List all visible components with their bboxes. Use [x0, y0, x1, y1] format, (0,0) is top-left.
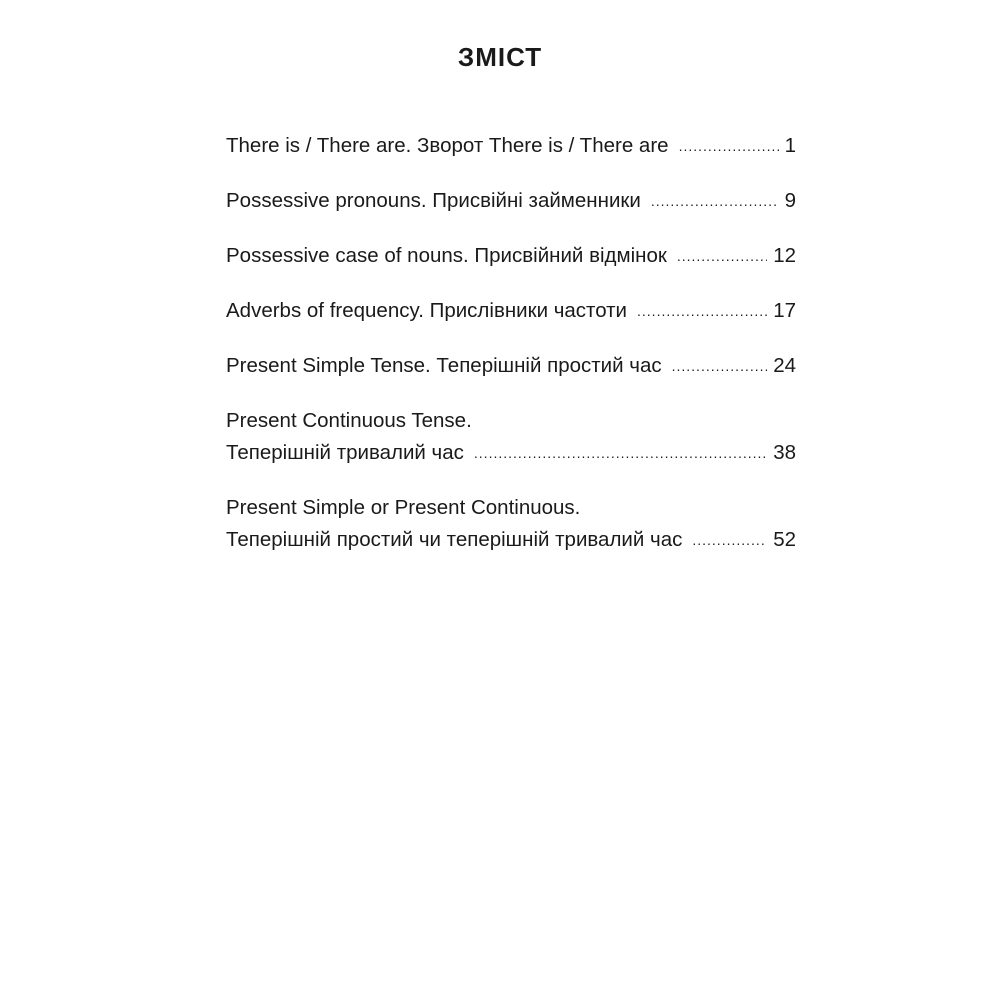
toc-entry-title: Present Continuous Tense.	[226, 409, 472, 432]
toc-entry-possessive-pronouns[interactable]	[226, 185, 796, 218]
toc-page-number: 24	[773, 354, 796, 377]
toc-entry-present-continuous[interactable]	[226, 405, 796, 470]
toc-page-number: 1	[784, 134, 796, 157]
dot-leader	[677, 240, 767, 272]
dot-leader	[692, 524, 767, 556]
toc-entry-title: There is / There are. Зворот There is / There are	[226, 134, 669, 157]
toc-entry-subtitle: Теперішній простий чи теперішній тривалий час	[226, 528, 683, 551]
toc-page-number: 17	[773, 299, 796, 322]
toc-page-number: 12	[773, 244, 796, 267]
toc-entry-subtitle: Теперішній тривалий час	[226, 441, 464, 464]
toc-page-number: 38	[773, 441, 796, 464]
dot-leader	[637, 295, 767, 327]
toc-entry-adverbs-of-frequency[interactable]	[226, 295, 796, 328]
toc-entry-title: Present Simple or Present Continuous.	[226, 496, 581, 519]
toc-page-number: 9	[784, 189, 796, 212]
toc-entry-simple-or-continuous[interactable]	[226, 492, 796, 557]
dot-leader	[679, 130, 779, 162]
toc-entry-present-simple[interactable]	[226, 350, 796, 383]
toc-entry-title: Possessive case of nouns. Присвійний відмінок	[226, 244, 667, 267]
toc-entry-possessive-case[interactable]	[226, 240, 796, 273]
dot-leader	[474, 437, 767, 469]
table-of-contents	[226, 130, 796, 557]
dot-leader	[651, 185, 779, 217]
toc-page-number: 52	[773, 528, 796, 551]
toc-entry-title: Adverbs of frequency. Прислівники частоти	[226, 299, 628, 322]
page-title: ЗМІСТ	[457, 42, 543, 72]
dot-leader	[672, 350, 768, 382]
toc-entry-title: Present Simple Tense. Теперішній простий час	[226, 354, 662, 377]
toc-entry-title: Possessive pronouns. Присвійні займенники	[226, 189, 641, 212]
toc-entry-there-is[interactable]	[226, 130, 796, 163]
